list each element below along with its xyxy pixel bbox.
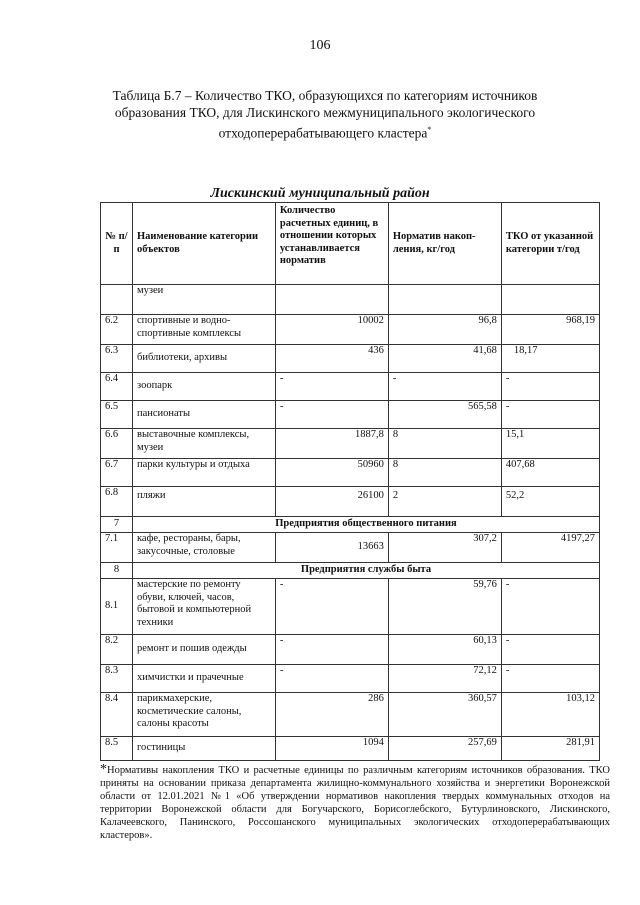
row-num: 6.4 bbox=[101, 373, 133, 401]
row-num: 6.8 bbox=[101, 487, 133, 517]
header-quantity: Количество расчетных единиц, в отношении которых устанавливается норматив bbox=[275, 203, 388, 285]
row-tko: - bbox=[501, 401, 599, 429]
row-num: 6.6 bbox=[101, 429, 133, 459]
row-norm: 8 bbox=[388, 429, 501, 459]
row-name: пансионаты bbox=[132, 401, 275, 429]
section-row bbox=[101, 563, 600, 579]
row-tko: - bbox=[501, 373, 599, 401]
row-norm: 307,2 bbox=[388, 533, 501, 563]
table-row bbox=[101, 693, 600, 737]
row-norm: 565,58 bbox=[388, 401, 501, 429]
header-tko: ТКО от указанной категории т/год bbox=[501, 203, 599, 285]
row-tko: 52,2 bbox=[501, 487, 599, 517]
row-tko: 18,17 bbox=[501, 345, 599, 373]
footnote bbox=[100, 763, 610, 842]
row-name: кафе, рестораны, бары, закусочные, столовые bbox=[132, 533, 275, 563]
row-name: зоопарк bbox=[132, 373, 275, 401]
table-row bbox=[101, 487, 600, 517]
row-norm: 360,57 bbox=[388, 693, 501, 737]
table-caption bbox=[90, 87, 560, 142]
row-tko: 103,12 bbox=[501, 693, 599, 737]
row-num: 6.3 bbox=[101, 345, 133, 373]
row-name: парки культуры и отдыха bbox=[132, 459, 275, 487]
row-quantity: - bbox=[275, 665, 388, 693]
row-tko: 15,1 bbox=[501, 429, 599, 459]
row-name: парикмахерские, косметические салоны, салоны красоты bbox=[132, 693, 275, 737]
row-tko: 968,19 bbox=[501, 315, 599, 345]
row-norm: - bbox=[388, 373, 501, 401]
row-num: 8.5 bbox=[101, 737, 133, 761]
table-row bbox=[101, 579, 600, 635]
row-norm: 41,68 bbox=[388, 345, 501, 373]
table-row bbox=[101, 345, 600, 373]
section-title: Предприятия общественного питания bbox=[132, 517, 599, 533]
section-num: 7 bbox=[101, 517, 133, 533]
row-tko bbox=[501, 285, 599, 315]
row-tko: 281,91 bbox=[501, 737, 599, 761]
row-tko: - bbox=[501, 579, 599, 635]
header-num: № п/п bbox=[101, 203, 133, 285]
section-title: Предприятия службы быта bbox=[132, 563, 599, 579]
row-name: мастерские по ремонту обуви, ключей, часов, бытовой и компьютерной техники bbox=[132, 579, 275, 635]
row-num: 6.5 bbox=[101, 401, 133, 429]
caption-text: Таблица Б.7 – Количество ТКО, образующихся по категориям источников образования ТКО, для Лискинского межмуниципального экологического отходоперерабатывающего кластера bbox=[112, 88, 538, 141]
table-header-row bbox=[101, 203, 600, 285]
row-norm bbox=[388, 285, 501, 315]
district-title: Лискинский муниципальный район bbox=[210, 186, 430, 201]
table-row bbox=[101, 665, 600, 693]
row-tko: - bbox=[501, 635, 599, 665]
row-quantity: 50960 bbox=[275, 459, 388, 487]
table-row bbox=[101, 373, 600, 401]
section-num: 8 bbox=[101, 563, 133, 579]
row-name: химчистки и прачечные bbox=[132, 665, 275, 693]
row-quantity: 13663 bbox=[275, 533, 388, 563]
row-tko: - bbox=[501, 665, 599, 693]
row-norm: 60,13 bbox=[388, 635, 501, 665]
row-num: 7.1 bbox=[101, 533, 133, 563]
row-quantity: 286 bbox=[275, 693, 388, 737]
section-row bbox=[101, 517, 600, 533]
row-quantity: - bbox=[275, 635, 388, 665]
row-quantity: 10002 bbox=[275, 315, 388, 345]
row-name: библиотеки, архивы bbox=[132, 345, 275, 373]
row-quantity: 26100 bbox=[275, 487, 388, 517]
table-row bbox=[101, 737, 600, 761]
row-name: выставочные комплексы, музеи bbox=[132, 429, 275, 459]
row-norm: 72,12 bbox=[388, 665, 501, 693]
row-num: 8.4 bbox=[101, 693, 133, 737]
row-name: спортивные и водно-спортивные комплексы bbox=[132, 315, 275, 345]
footnote-text: Нормативы накопления ТКО и расчетные единицы по различным категориям источников образования. ТКО приняты на основании приказа департамента жилищно-коммунального хозяйства и энергетики Воронежской области от 12.01.2021 №1 «Об утверждении нормативов накопления твердых коммунальных отходов на территории Воронежской области для Богучарского, Борисоглебского, Бутурлиновского, Лискинского, Калачеевского, Панинского, Россошанского муниципальных экологических отходоперерабатывающих кластеров». bbox=[100, 765, 610, 841]
row-quantity: - bbox=[275, 579, 388, 635]
row-norm: 8 bbox=[388, 459, 501, 487]
table-row bbox=[101, 533, 600, 563]
row-quantity bbox=[275, 285, 388, 315]
row-tko: 407,68 bbox=[501, 459, 599, 487]
row-quantity: - bbox=[275, 401, 388, 429]
caption-footnote-mark: * bbox=[427, 125, 432, 134]
table-row bbox=[101, 285, 600, 315]
row-name: музеи bbox=[132, 285, 275, 315]
table-row bbox=[101, 459, 600, 487]
row-quantity: - bbox=[275, 373, 388, 401]
row-num bbox=[101, 285, 133, 315]
page-number: 106 bbox=[309, 38, 331, 53]
row-quantity: 436 bbox=[275, 345, 388, 373]
row-name: гостиницы bbox=[132, 737, 275, 761]
row-norm: 59,76 bbox=[388, 579, 501, 635]
table-row bbox=[101, 635, 600, 665]
row-num: 8.3 bbox=[101, 665, 133, 693]
table-row bbox=[101, 401, 600, 429]
row-norm: 96,8 bbox=[388, 315, 501, 345]
row-quantity: 1887,8 bbox=[275, 429, 388, 459]
row-tko: 4197,27 bbox=[501, 533, 599, 563]
table-row bbox=[101, 429, 600, 459]
row-num: 8.2 bbox=[101, 635, 133, 665]
row-num: 6.2 bbox=[101, 315, 133, 345]
table-row bbox=[101, 315, 600, 345]
row-norm: 257,69 bbox=[388, 737, 501, 761]
row-name: пляжи bbox=[132, 487, 275, 517]
tko-table bbox=[100, 202, 600, 761]
row-num: 8.1 bbox=[101, 579, 133, 635]
header-norm: Норматив накоп-ления, кг/год bbox=[388, 203, 501, 285]
header-name: Наименование категории объектов bbox=[132, 203, 275, 285]
footnote-mark: * bbox=[100, 762, 107, 777]
row-name: ремонт и пошив одежды bbox=[132, 635, 275, 665]
row-num: 6.7 bbox=[101, 459, 133, 487]
row-norm: 2 bbox=[388, 487, 501, 517]
row-quantity: 1094 bbox=[275, 737, 388, 761]
